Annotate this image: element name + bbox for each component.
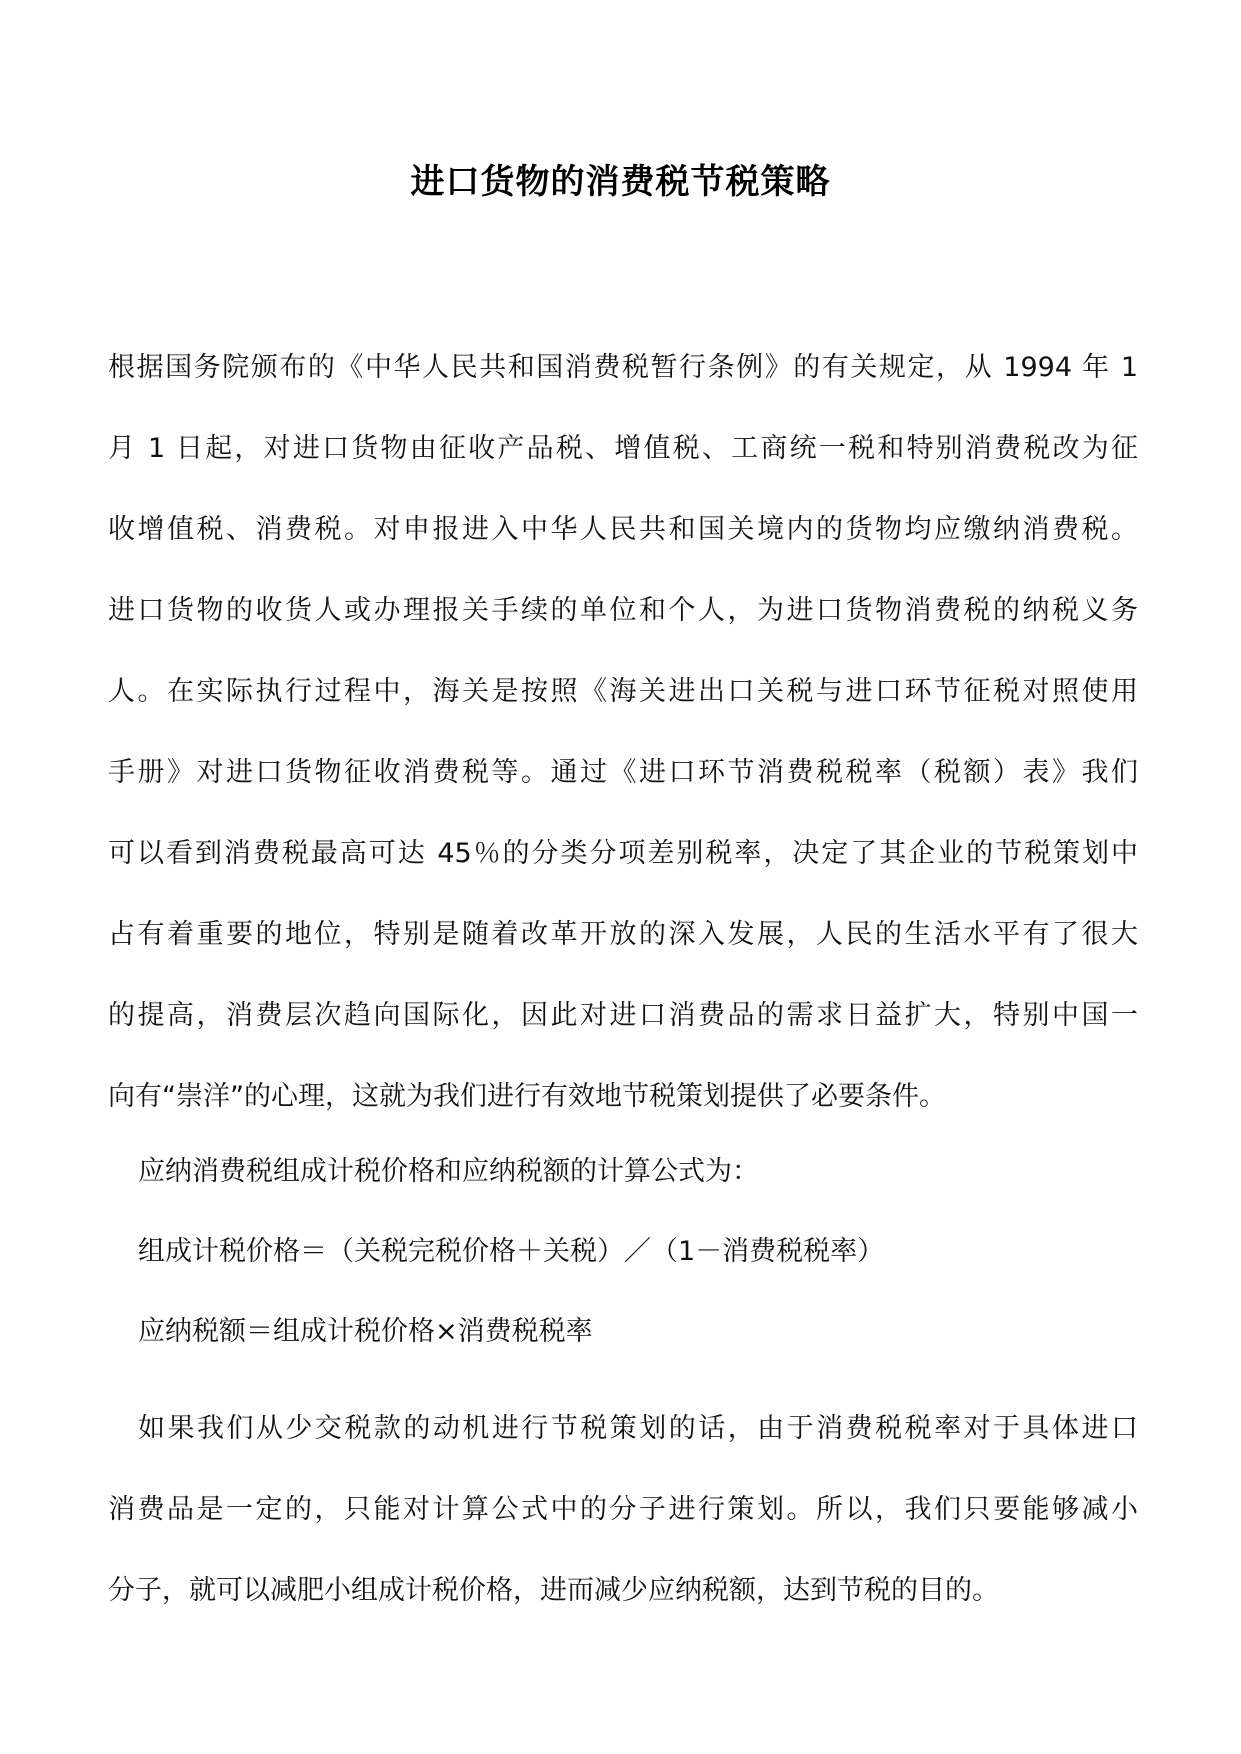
- paragraph-line: 手册》对进口货物征收消费税等。通过《进口环节消费税税率（税额）表》我们: [108, 757, 1138, 788]
- paragraph-line: 月 1 日起，对进口货物由征收产品税、增值税、工商统一税和特别消费税改为征: [108, 433, 1138, 464]
- paragraph-line: 可以看到消费税最高可达 45％的分类分项差别税率，决定了其企业的节税策划中: [108, 838, 1138, 869]
- paragraph-line: 占有着重要的地位，特别是随着改革开放的深入发展，人民的生活水平有了很大: [108, 919, 1138, 950]
- paragraph-line: 人。在实际执行过程中，海关是按照《海关进出口关税与进口环节征税对照使用: [108, 676, 1138, 707]
- paragraph-line: 收增值税、消费税。对申报进入中华人民共和国关境内的货物均应缴纳消费税。: [108, 514, 1138, 545]
- paragraph-line: 如果我们从少交税款的动机进行节税策划的话，由于消费税税率对于具体进口: [138, 1413, 1138, 1444]
- formula-composite-price: 组成计税价格＝（关税完税价格＋关税）／（1－消费税税率）: [138, 1236, 885, 1267]
- paragraph-line: 消费品是一定的，只能对计算公式中的分子进行策划。所以，我们只要能够减小: [108, 1494, 1138, 1525]
- paragraph-line: 的提高，消费层次趋向国际化，因此对进口消费品的需求日益扩大，特别中国一: [108, 1000, 1138, 1031]
- paragraph-strategy: [108, 1409, 1138, 1652]
- paragraph-line: 进口货物的收货人或办理报关手续的单位和个人，为进口货物消费税的纳税义务: [108, 595, 1138, 626]
- paragraph-line: 根据国务院颁布的《中华人民共和国消费税暂行条例》的有关规定，从 1994 年 1: [108, 352, 1138, 383]
- document-title: 进口货物的消费税节税策略: [410, 162, 831, 202]
- formula-tax-payable: 应纳税额＝组成计税价格×消费税税率: [138, 1316, 593, 1347]
- paragraph-line: 分子，就可以减肥小组成计税价格，进而减少应纳税额，达到节税的目的。: [108, 1575, 999, 1606]
- paragraph-intro: [108, 348, 1138, 1158]
- formula-intro: 应纳消费税组成计税价格和应纳税额的计算公式为：: [138, 1156, 759, 1187]
- paragraph-line: 向有“崇洋”的心理，这就为我们进行有效地节税策划提供了必要条件。: [108, 1081, 946, 1112]
